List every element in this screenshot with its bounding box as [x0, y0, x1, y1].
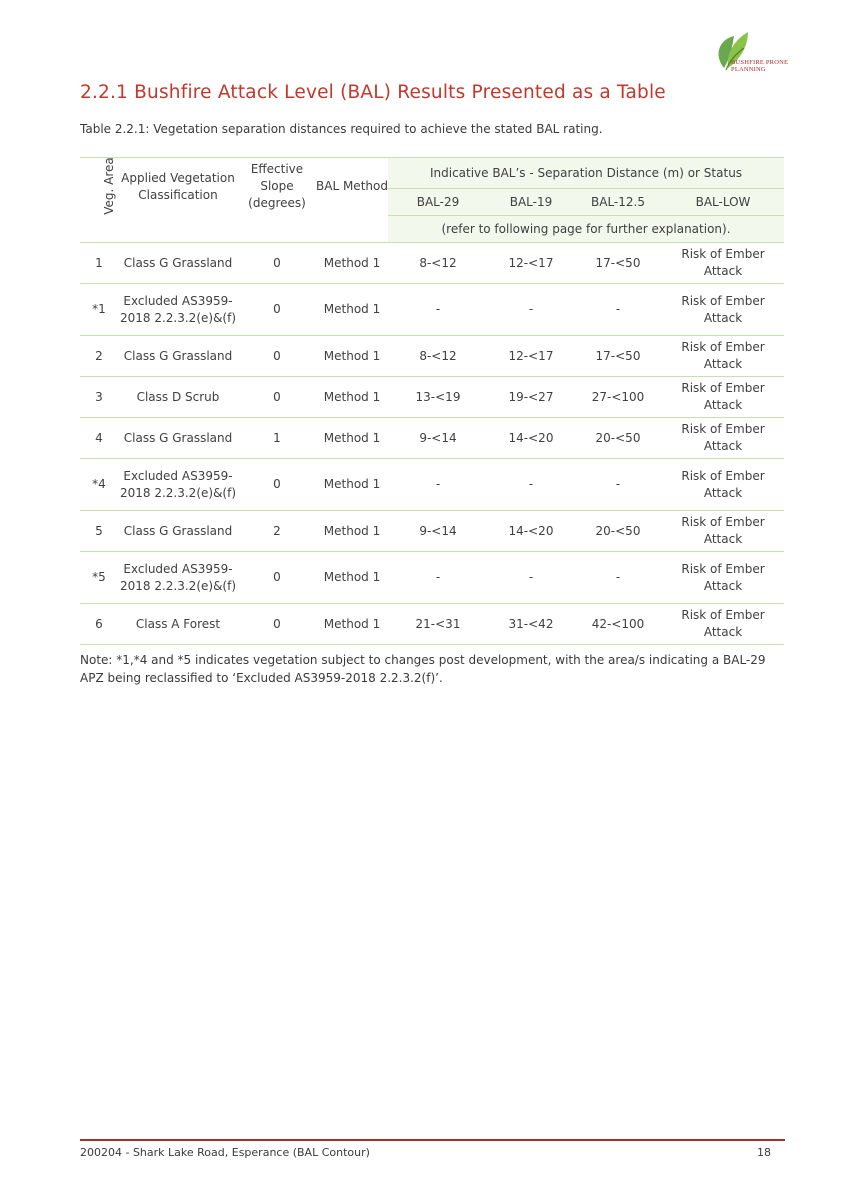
- bal-low-cell: Risk of Ember Attack: [662, 604, 784, 645]
- footer-rule: [80, 1139, 785, 1141]
- slope-cell: 2: [238, 511, 316, 552]
- table-row: [80, 511, 784, 552]
- logo-text: BUSHFIRE PRONE PLANNING: [731, 59, 789, 73]
- classification-cell: Class G Grassland: [118, 418, 238, 459]
- effective-slope-header: Effective Slope (degrees): [238, 158, 316, 216]
- slope-cell: 0: [238, 243, 316, 284]
- method-cell: Method 1: [316, 377, 388, 418]
- method-cell: Method 1: [316, 459, 388, 511]
- veg-area-cell: 2: [80, 336, 118, 377]
- classification-cell: Class A Forest: [118, 604, 238, 645]
- method-cell: Method 1: [316, 604, 388, 645]
- bal-12-5-cell: 27-<100: [574, 377, 662, 418]
- veg-area-cell: *4: [80, 459, 118, 511]
- bal-low-cell: Risk of Ember Attack: [662, 336, 784, 377]
- bal-12-5-cell: -: [574, 284, 662, 336]
- table-row: [80, 336, 784, 377]
- footer-document-title: 200204 - Shark Lake Road, Esperance (BAL Contour): [80, 1146, 370, 1159]
- slope-cell: 0: [238, 284, 316, 336]
- veg-area-cell: 6: [80, 604, 118, 645]
- table-note: Note: *1,*4 and *5 indicates vegetation subject to changes post development, with the area/s indicating a BAL-29 APZ being reclassified to ‘Excluded AS3959-2018 2.2.3.2(f)’.: [80, 653, 766, 685]
- bal-12-5-header: BAL-12.5: [574, 189, 662, 216]
- bal-29-cell: -: [388, 284, 488, 336]
- table-caption: Table 2.2.1: Vegetation separation distances required to achieve the stated BAL rating.: [80, 122, 603, 136]
- bal-19-header: BAL-19: [488, 189, 574, 216]
- veg-area-cell: 5: [80, 511, 118, 552]
- bal-29-cell: 13-<19: [388, 377, 488, 418]
- bal-low-cell: Risk of Ember Attack: [662, 511, 784, 552]
- veg-area-header: Veg. Area: [80, 158, 118, 216]
- bal-29-cell: -: [388, 552, 488, 604]
- bal-low-cell: Risk of Ember Attack: [662, 284, 784, 336]
- table-row: [80, 604, 784, 645]
- bal-19-cell: -: [488, 284, 574, 336]
- table-row: [80, 284, 784, 336]
- bal-29-header: BAL-29: [388, 189, 488, 216]
- veg-area-cell: 4: [80, 418, 118, 459]
- bal-29-cell: -: [388, 459, 488, 511]
- veg-area-cell: *1: [80, 284, 118, 336]
- method-cell: Method 1: [316, 284, 388, 336]
- table-row: [80, 552, 784, 604]
- table-row: [80, 418, 784, 459]
- bal-low-cell: Risk of Ember Attack: [662, 418, 784, 459]
- bal-19-cell: -: [488, 459, 574, 511]
- section-title: 2.2.1 Bushfire Attack Level (BAL) Results Presented as a Table: [80, 82, 666, 103]
- bal-19-cell: 31-<42: [488, 604, 574, 645]
- bal-19-cell: 12-<17: [488, 243, 574, 284]
- bal-19-cell: 19-<27: [488, 377, 574, 418]
- classification-cell: Class G Grassland: [118, 243, 238, 284]
- classification-cell: Excluded AS3959-2018 2.2.3.2(e)&(f): [118, 284, 238, 336]
- bal-29-cell: 9-<14: [388, 418, 488, 459]
- bal-29-cell: 9-<14: [388, 511, 488, 552]
- bal-low-cell: Risk of Ember Attack: [662, 552, 784, 604]
- slope-cell: 0: [238, 604, 316, 645]
- slope-cell: 0: [238, 377, 316, 418]
- refer-note-header: (refer to following page for further explanation).: [388, 216, 784, 243]
- table-row: [80, 459, 784, 511]
- bal-low-cell: Risk of Ember Attack: [662, 459, 784, 511]
- indicative-bal-header: Indicative BAL’s - Separation Distance (m) or Status: [388, 158, 784, 189]
- veg-area-cell: 1: [80, 243, 118, 284]
- bal-29-cell: 8-<12: [388, 336, 488, 377]
- bal-19-cell: 14-<20: [488, 511, 574, 552]
- method-cell: Method 1: [316, 243, 388, 284]
- bal-29-cell: 8-<12: [388, 243, 488, 284]
- bal-12-5-cell: 17-<50: [574, 243, 662, 284]
- page-number: 18: [757, 1146, 771, 1159]
- slope-cell: 0: [238, 336, 316, 377]
- bal-12-5-cell: -: [574, 459, 662, 511]
- classification-cell: Excluded AS3959-2018 2.2.3.2(e)&(f): [118, 459, 238, 511]
- classification-cell: Class G Grassland: [118, 511, 238, 552]
- bal-19-cell: -: [488, 552, 574, 604]
- applied-classification-header: Applied Vegetation Classification: [118, 158, 238, 216]
- bal-method-header: BAL Method: [316, 158, 388, 216]
- bal-low-cell: Risk of Ember Attack: [662, 243, 784, 284]
- bal-table: [80, 157, 784, 645]
- method-cell: Method 1: [316, 336, 388, 377]
- classification-cell: Excluded AS3959-2018 2.2.3.2(e)&(f): [118, 552, 238, 604]
- bal-19-cell: 14-<20: [488, 418, 574, 459]
- bal-12-5-cell: 20-<50: [574, 511, 662, 552]
- bal-low-cell: Risk of Ember Attack: [662, 377, 784, 418]
- table-row: [80, 377, 784, 418]
- method-cell: Method 1: [316, 511, 388, 552]
- bal-29-cell: 21-<31: [388, 604, 488, 645]
- classification-cell: Class D Scrub: [118, 377, 238, 418]
- bal-low-header: BAL-LOW: [662, 189, 784, 216]
- bal-12-5-cell: 42-<100: [574, 604, 662, 645]
- table-row: [80, 243, 784, 284]
- slope-cell: 0: [238, 459, 316, 511]
- bal-12-5-cell: -: [574, 552, 662, 604]
- bal-12-5-cell: 20-<50: [574, 418, 662, 459]
- slope-cell: 1: [238, 418, 316, 459]
- bal-19-cell: 12-<17: [488, 336, 574, 377]
- method-cell: Method 1: [316, 552, 388, 604]
- method-cell: Method 1: [316, 418, 388, 459]
- classification-cell: Class G Grassland: [118, 336, 238, 377]
- veg-area-cell: 3: [80, 377, 118, 418]
- slope-cell: 0: [238, 552, 316, 604]
- veg-area-cell: *5: [80, 552, 118, 604]
- bal-12-5-cell: 17-<50: [574, 336, 662, 377]
